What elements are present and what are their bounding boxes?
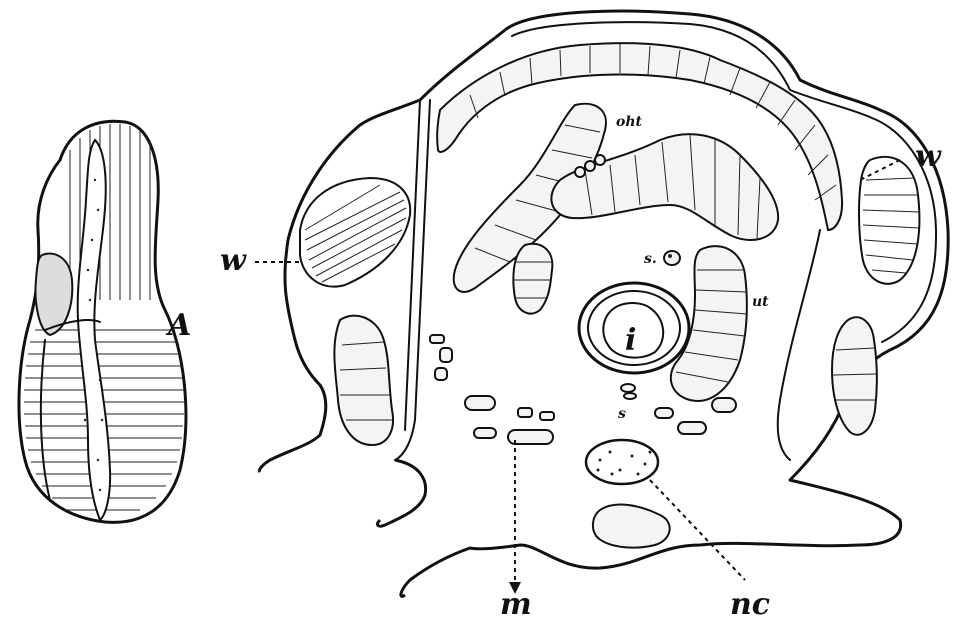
- left-wing-structure: [300, 100, 430, 526]
- panel-a-section: [19, 121, 186, 522]
- s-upper-cluster: [664, 251, 680, 265]
- ventral-cluster: [593, 505, 670, 548]
- left-wing-hatching: [305, 185, 406, 282]
- label-oht: oht: [616, 114, 642, 130]
- label-ut: ut: [752, 294, 769, 310]
- label-i: i: [625, 323, 637, 358]
- label-w-left: w: [220, 243, 246, 278]
- label-m: m: [500, 587, 532, 622]
- s-lower-cluster: [621, 384, 636, 399]
- label-s-lower: s: [618, 406, 626, 422]
- ut-tube: [671, 246, 747, 401]
- right-wing-hatching: [863, 178, 919, 273]
- left-wing-outline: [300, 178, 410, 287]
- left-vertical-wall: [395, 100, 430, 460]
- left-small-organ: [513, 244, 552, 314]
- label-nc: nc: [730, 587, 771, 622]
- left-tail: [378, 460, 426, 526]
- left-lateral-organ: [334, 316, 393, 445]
- label-w-right: w: [915, 139, 941, 174]
- label-s-upper: s.: [644, 251, 657, 267]
- main-cross-section: [255, 11, 948, 596]
- nerve-cord: [586, 440, 658, 484]
- right-vertical-wall: [778, 230, 820, 460]
- right-wing-structure: [778, 157, 920, 460]
- label-A: A: [168, 308, 192, 343]
